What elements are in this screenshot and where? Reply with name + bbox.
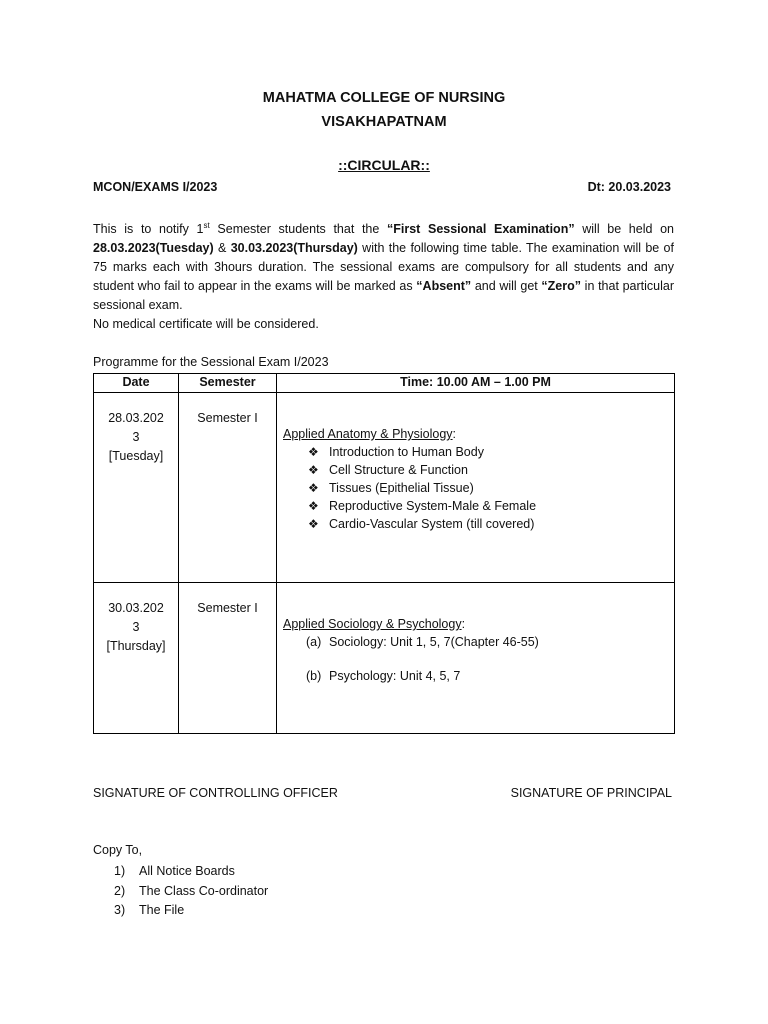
programme-title: Programme for the Sessional Exam I/2023 xyxy=(93,355,329,369)
circular-title: ::CIRCULAR:: xyxy=(338,157,430,173)
medical-note: No medical certificate will be considered. xyxy=(93,317,319,331)
copy-to-label: Copy To, xyxy=(93,843,143,857)
topic-text: Introduction to Human Body xyxy=(329,445,484,459)
row-date xyxy=(94,583,179,734)
item-number: 3) xyxy=(114,903,126,917)
signature-controlling-officer: SIGNATURE OF CONTROLLING OFFICER xyxy=(93,786,338,800)
notice-paragraph xyxy=(93,220,674,315)
header-semester: Semester xyxy=(179,374,277,393)
exam-date-1: 28.03.2023(Tuesday) xyxy=(93,241,214,255)
row-subject: Applied Sociology & Psychology: (a) Sociology: Unit 1, 5, 7(Chapter 46-55) (b) Psychology: Unit 4, 5, 7 xyxy=(277,583,675,734)
text-run: will be held on xyxy=(574,222,674,236)
college-city: VISAKHAPATNAM xyxy=(321,114,447,130)
row-subject: Applied Anatomy & Physiology: ❖ Introduction to Human Body ❖ Cell Structure & Function ❖ Tissues (Epithelial Tissue) ❖ Reproductive System-Male & Female ❖ Cardio-Vascular System (till covered) xyxy=(277,393,675,583)
list-item xyxy=(308,461,674,479)
diamond-bullet-icon: ❖ xyxy=(308,517,319,531)
text-run: & xyxy=(213,241,231,255)
subject-title: Applied Sociology & Psychology xyxy=(283,617,462,631)
item-text: Sociology: Unit 1, 5, 7(Chapter 46-55) xyxy=(329,635,539,649)
item-label: (a) xyxy=(306,635,322,649)
item-number: 1) xyxy=(114,864,126,878)
topic-text: Cell Structure & Function xyxy=(329,463,468,477)
item-text: The Class Co-ordinator xyxy=(139,883,269,898)
signature-principal: SIGNATURE OF PRINCIPAL xyxy=(510,786,672,800)
row-semester: Semester I xyxy=(179,583,277,734)
text-run: This is to notify 1 xyxy=(93,222,204,236)
text-run: with the following time table. The examination will be of 75 marks each with 3hours duration. The sessional exams are compulsory for all students and any student who fail to appear in the exams will be marked as xyxy=(93,241,674,293)
row-date xyxy=(94,393,179,583)
day-label: [Thursday] xyxy=(106,639,166,653)
list-item xyxy=(283,633,674,651)
exam-name: “First Sessional Examination” xyxy=(387,222,575,236)
date-line: 3 xyxy=(132,430,140,444)
list-item xyxy=(114,882,268,902)
diamond-bullet-icon: ❖ xyxy=(308,481,319,495)
copy-to-list xyxy=(114,862,268,921)
diamond-bullet-icon: ❖ xyxy=(308,463,319,477)
table-row xyxy=(94,583,675,734)
absent-word: “Absent” xyxy=(416,279,472,293)
header-date: Date xyxy=(94,374,179,393)
diamond-bullet-icon: ❖ xyxy=(308,499,319,513)
item-label: (b) xyxy=(306,669,322,683)
zero-word: “Zero” xyxy=(541,279,582,293)
college-name: MAHATMA COLLEGE OF NURSING xyxy=(262,90,506,106)
item-text: Psychology: Unit 4, 5, 7 xyxy=(329,669,461,683)
circular-date: Dt: 20.03.2023 xyxy=(587,180,671,194)
list-item xyxy=(114,862,268,882)
item-text: All Notice Boards xyxy=(139,864,235,878)
topic-list xyxy=(283,443,674,533)
day-label: [Tuesday] xyxy=(108,449,164,463)
item-number: 2) xyxy=(114,883,126,898)
date-line: 30.03.202 xyxy=(108,601,164,615)
exam-date-2: 30.03.2023(Thursday) xyxy=(230,241,358,255)
topic-text: Reproductive System-Male & Female xyxy=(329,499,537,513)
superscript: st xyxy=(203,220,210,230)
diamond-bullet-icon: ❖ xyxy=(308,445,319,459)
date-line: 28.03.202 xyxy=(108,411,164,425)
reference-number: MCON/EXAMS I/2023 xyxy=(93,180,218,194)
list-item xyxy=(308,515,674,533)
date-line: 3 xyxy=(132,620,140,634)
header-time: Time: 10.00 AM – 1.00 PM xyxy=(277,374,675,393)
text-run: in that particular sessional exam. xyxy=(93,279,674,312)
list-item xyxy=(283,667,674,685)
text-run: and will get xyxy=(471,279,542,293)
list-item xyxy=(114,901,268,921)
list-item xyxy=(308,443,674,461)
topic-text: Tissues (Epithelial Tissue) xyxy=(329,481,474,495)
list-item xyxy=(308,479,674,497)
table-row xyxy=(94,393,675,583)
exam-timetable xyxy=(93,373,675,734)
text-run: Semester students that the xyxy=(209,222,387,236)
list-item xyxy=(308,497,674,515)
row-semester: Semester I xyxy=(179,393,277,583)
item-text: The File xyxy=(139,903,185,917)
table-header-row xyxy=(94,374,675,393)
notice-body xyxy=(93,220,674,334)
subject-title: Applied Anatomy & Physiology xyxy=(283,427,453,441)
topic-text: Cardio-Vascular System (till covered) xyxy=(329,517,535,531)
